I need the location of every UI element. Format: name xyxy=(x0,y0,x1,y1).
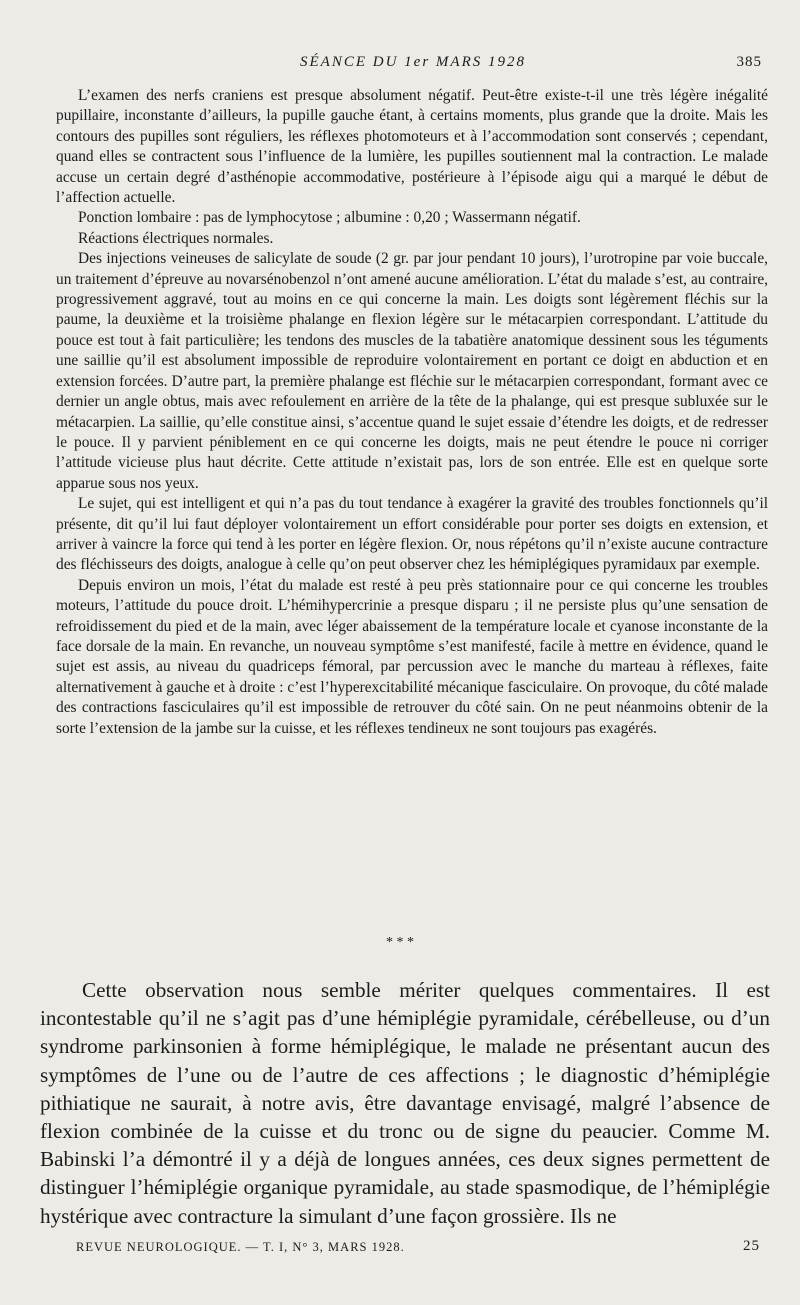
page-footer xyxy=(76,1238,760,1258)
paragraph-electrical-reactions: Réactions électriques normales. xyxy=(78,229,274,247)
paragraph-treatment: Des injections veineuses de salicylate de soude (2 gr. par jour pendant 10 jours), l’urotropine par voie buccale, un traitement d’épreuve au novarsénobenzol n’ont amené aucune amélioration. L’état du malade s’est, au contraire, progressivement aggravé, tout au moins en ce qui concerne la main. Les doigts sont légèrement fléchis sur la paume, la deuxième et la troisième phalange en flexion légère sur le métacarpien correspondant. L’attitude du pouce est tout à fait particulière; les tendons des muscles de la tabatière anatomique dessinent sous les téguments une saillie qu’il est absolument impossible de reproduire volontairement en portant ce doigt en abduction et en extension forcées. D’autre part, la première phalange est fléchie sur le métacarpien correspondant, formant avec ce dernier un angle obtus, mais avec refoulement en arrière de la tête de la phalange, qui est presque subluxée sur le métacarpien. La saillie, qu’elle constitue ainsi, s’accentue quand le sujet essaie d’étendre les doigts, et de redresser le pouce. Il y parvient péniblement en ce qui concerne les doigts, mais ne peut étendre le pouce ni corriger l’attitude vicieuse plus haut décrite. Cette attitude n’existait pas, lors de son entrée. Elle est en quelque sorte apparue sous nos yeux. xyxy=(56,250,768,492)
paragraph-commentary: Cette observation nous semble mériter quelques commentaires. Il est incontestable qu’il ne s’agit pas d’une hémiplégie pyramidale, cérébelleuse, ou d’un syndrome parkinsonien à forme hémiplégique, le malade ne présentant aucun des symptômes de l’une ou de l’autre de ces affections ; le diagnostic d’hémiplégie pithiatique ne saurait, à notre avis, être davantage envisagé, malgré l’absence de flexion combinée de la cuisse et du tronc ou de signe du peaucier. Comme M. Babinski l’a démontré il y a déjà de longues années, ces deux signes permettent de distinguer l’hémiplégie organique pyramidale, au stade spasmodique, de l’hémiplégie hystérique avec contracture la simulant d’une façon grossière. Ils ne xyxy=(40,978,770,1228)
paragraph-evolution: Depuis environ un mois, l’état du malade est resté à peu près stationnaire pour ce qui concerne les troubles moteurs, l’attitude du pouce droit. L’hémihypercrinie a presque disparu ; il ne persiste plus qu’une sensation de refroidissement du pied et de la main, avec léger abaissement de la température locale et cyanose inconstante de la face dorsale de la main. En revanche, un nouveau symptôme s’est manifesté, facile à mettre en évidence, quand le sujet est assis, au niveau du quadriceps fémoral, par percussion avec le manche du marteau à réflexes, faite alternativement à gauche et à droite : c’est l’hyperexcitabilité mécanique fasciculaire. On provoque, du côté malade des contractions fasciculaires qu’il est impossible de retrouver du côté sain. On ne peut néanmoins obtenir de la sorte l’extension de la jambe sur la cuisse, et les réflexes tendineux ne sont toujours pas exagérés. xyxy=(56,576,768,737)
paragraph-cranial-nerves: L’examen des nerfs craniens est presque absolument négatif. Peut-être existe-t-il une très légère inégalité pupillaire, inconstante d’ailleurs, la pupille gauche étant, à certains moments, plus grande que la droite. Mais les contours des pupilles sont réguliers, les réflexes photomoteurs et à l’accommodation sont conservés ; cependant, quand elles se contractent sous l’influence de la lumière, les pupilles soutiennent mal la contraction. Le malade accuse un certain degré d’asthénopie accommodative, postérieure à l’épisode aigu qui a marqué le début de l’affection actuelle. xyxy=(56,87,768,207)
running-header xyxy=(60,54,766,76)
paragraph-subject-effort: Le sujet, qui est intelligent et qui n’a pas du tout tendance à exagérer la gravité des troubles fonctionnels qu’il présente, dit qu’il lui faut déployer volontairement un effort considérable pour porter ses doigts en extension, et arriver à vaincre la force qui tend à les porter en légère flexion. Or, nous répétons qu’il n’existe aucune contracture des fléchisseurs des doigts, analogue à celle qu’on peut observer chez les hémiplégiques pyramidaux par exemple. xyxy=(56,495,768,574)
paragraph-lumbar-puncture: Ponction lombaire : pas de lymphocytose ; albumine : 0,20 ; Wassermann négatif. xyxy=(78,209,581,227)
commentary-text xyxy=(40,976,770,1230)
running-title: SÉANCE DU 1er MARS 1928 xyxy=(300,54,526,70)
case-observation-text xyxy=(56,86,768,739)
section-separator: * * * xyxy=(386,935,414,950)
journal-reference: REVUE NEUROLOGIQUE. — T. I, N° 3, MARS 1928. xyxy=(76,1240,405,1254)
signature-mark: 25 xyxy=(743,1238,760,1254)
page-number: 385 xyxy=(736,54,762,70)
